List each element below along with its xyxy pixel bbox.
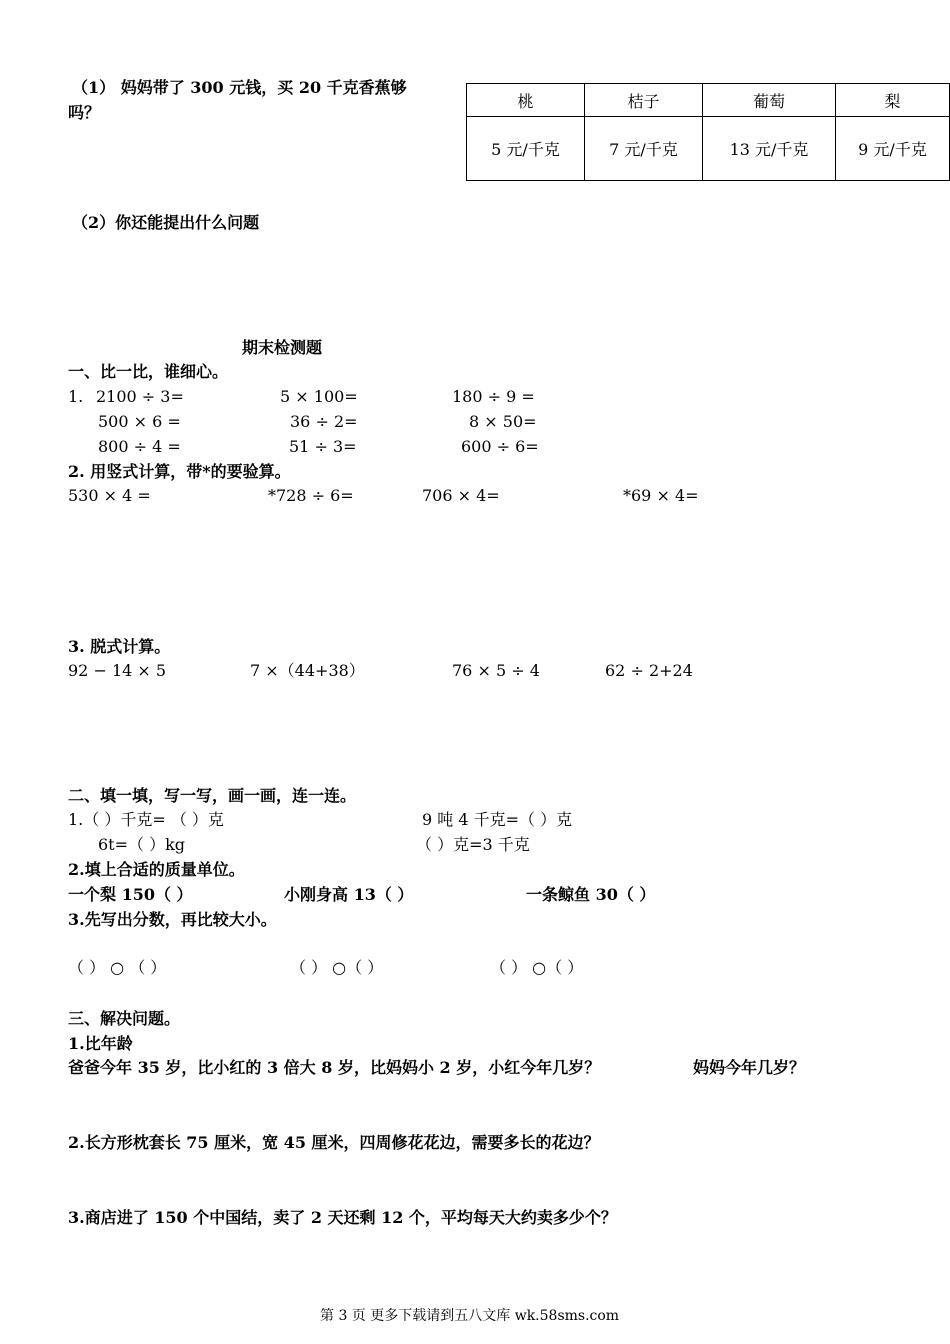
price-value-pear: 9 元/千克 — [836, 117, 950, 181]
stepwise-calc-item: 7 ×（44+38） — [250, 661, 365, 680]
section1-p2-heading: 2. 用竖式计算，带*的要验算。 — [68, 462, 291, 481]
page-footer: 第 3 页 更多下载请到五八文库 wk.58sms.com — [320, 1308, 620, 1324]
stepwise-calc-item: 76 × 5 ÷ 4 — [452, 661, 540, 680]
mass-unit-item: 小刚身高 13（ ） — [284, 885, 414, 904]
calc-item: 51 ÷ 3= — [289, 437, 357, 456]
vertical-calc-item: *69 × 4= — [623, 486, 699, 505]
price-header-peach: 桃 — [467, 84, 585, 117]
section1-p3-heading: 3. 脱式计算。 — [68, 637, 171, 656]
vertical-calc-item: 530 × 4 = — [68, 486, 151, 505]
calc-item: 180 ÷ 9 = — [452, 387, 535, 406]
mass-unit-item: 一条鲸鱼 30（ ） — [526, 885, 656, 904]
age-problem-question: 妈妈今年几岁？ — [693, 1058, 806, 1077]
calc-item: 36 ÷ 2= — [290, 412, 358, 431]
price-header-pear: 梨 — [836, 84, 950, 117]
section3-heading: 三、解决问题。 — [68, 1009, 181, 1028]
exam-title: 期末检测题 — [242, 338, 323, 357]
fraction-compare-item: （ ） ○（ ） — [490, 958, 584, 977]
vertical-calc-item: *728 ÷ 6= — [268, 486, 354, 505]
vertical-calc-item: 706 × 4= — [422, 486, 500, 505]
stepwise-calc-item: 62 ÷ 2+24 — [605, 661, 693, 680]
unit-conversion-item: 6t=（ ）kg — [98, 835, 186, 854]
section2-heading: 二、填一填，写一写，画一画，连一连。 — [68, 786, 357, 805]
lace-problem-text: 2.长方形枕套长 75 厘米，宽 45 厘米，四周修花花边，需要多长的花边？ — [68, 1133, 600, 1152]
section2-p2-heading: 2.填上合适的质量单位。 — [68, 860, 245, 879]
calc-item: 8 × 50= — [469, 412, 537, 431]
unit-conversion-item: 1.（ ）千克= （ ）克 — [68, 810, 224, 829]
stepwise-calc-item: 92 − 14 × 5 — [68, 661, 167, 680]
fraction-compare-item: （ ） ○ （ ） — [68, 958, 167, 977]
unit-conversion-item: 9 吨 4 千克=（ ）克 — [422, 810, 573, 829]
price-value-orange: 7 元/千克 — [585, 117, 703, 181]
calc-item: 5 × 100= — [280, 387, 358, 406]
price-table-header-row — [467, 84, 950, 117]
fraction-compare-item: （ ） ○（ ） — [290, 958, 384, 977]
calc-item: 800 ÷ 4 = — [98, 437, 181, 456]
price-table-value-row — [467, 117, 950, 181]
calc-item: 600 ÷ 6= — [461, 437, 539, 456]
section2-p3-heading: 3.先写出分数，再比较大小。 — [68, 910, 277, 929]
section1-p1-num: 1. — [68, 387, 84, 406]
calc-item: 2100 ÷ 3= — [96, 387, 184, 406]
q1-line2: 吗？ — [68, 103, 101, 122]
price-value-peach: 5 元/千克 — [467, 117, 585, 181]
calc-item: 500 × 6 = — [98, 412, 181, 431]
section3-p1-heading: 1.比年龄 — [68, 1034, 133, 1053]
section1-heading: 一、比一比，谁细心。 — [68, 362, 229, 381]
price-value-grape: 13 元/千克 — [703, 117, 836, 181]
mass-unit-item: 一个梨 150（ ） — [68, 885, 193, 904]
unit-conversion-item: （ ）克=3 千克 — [416, 835, 530, 854]
price-header-orange: 桔子 — [585, 84, 703, 117]
price-header-grape: 葡萄 — [703, 84, 836, 117]
q2-text: （2）你还能提出什么问题 — [72, 213, 260, 232]
q1-line1: （1） 妈妈带了 300 元钱，买 20 千克香蕉够 — [72, 78, 407, 97]
knot-problem-text: 3.商店进了 150 个中国结，卖了 2 天还剩 12 个，平均每天大约卖多少个？ — [68, 1208, 617, 1227]
price-table — [466, 83, 950, 181]
age-problem-text: 爸爸今年 35 岁，比小红的 3 倍大 8 岁，比妈妈小 2 岁，小红今年几岁？ — [68, 1058, 601, 1077]
